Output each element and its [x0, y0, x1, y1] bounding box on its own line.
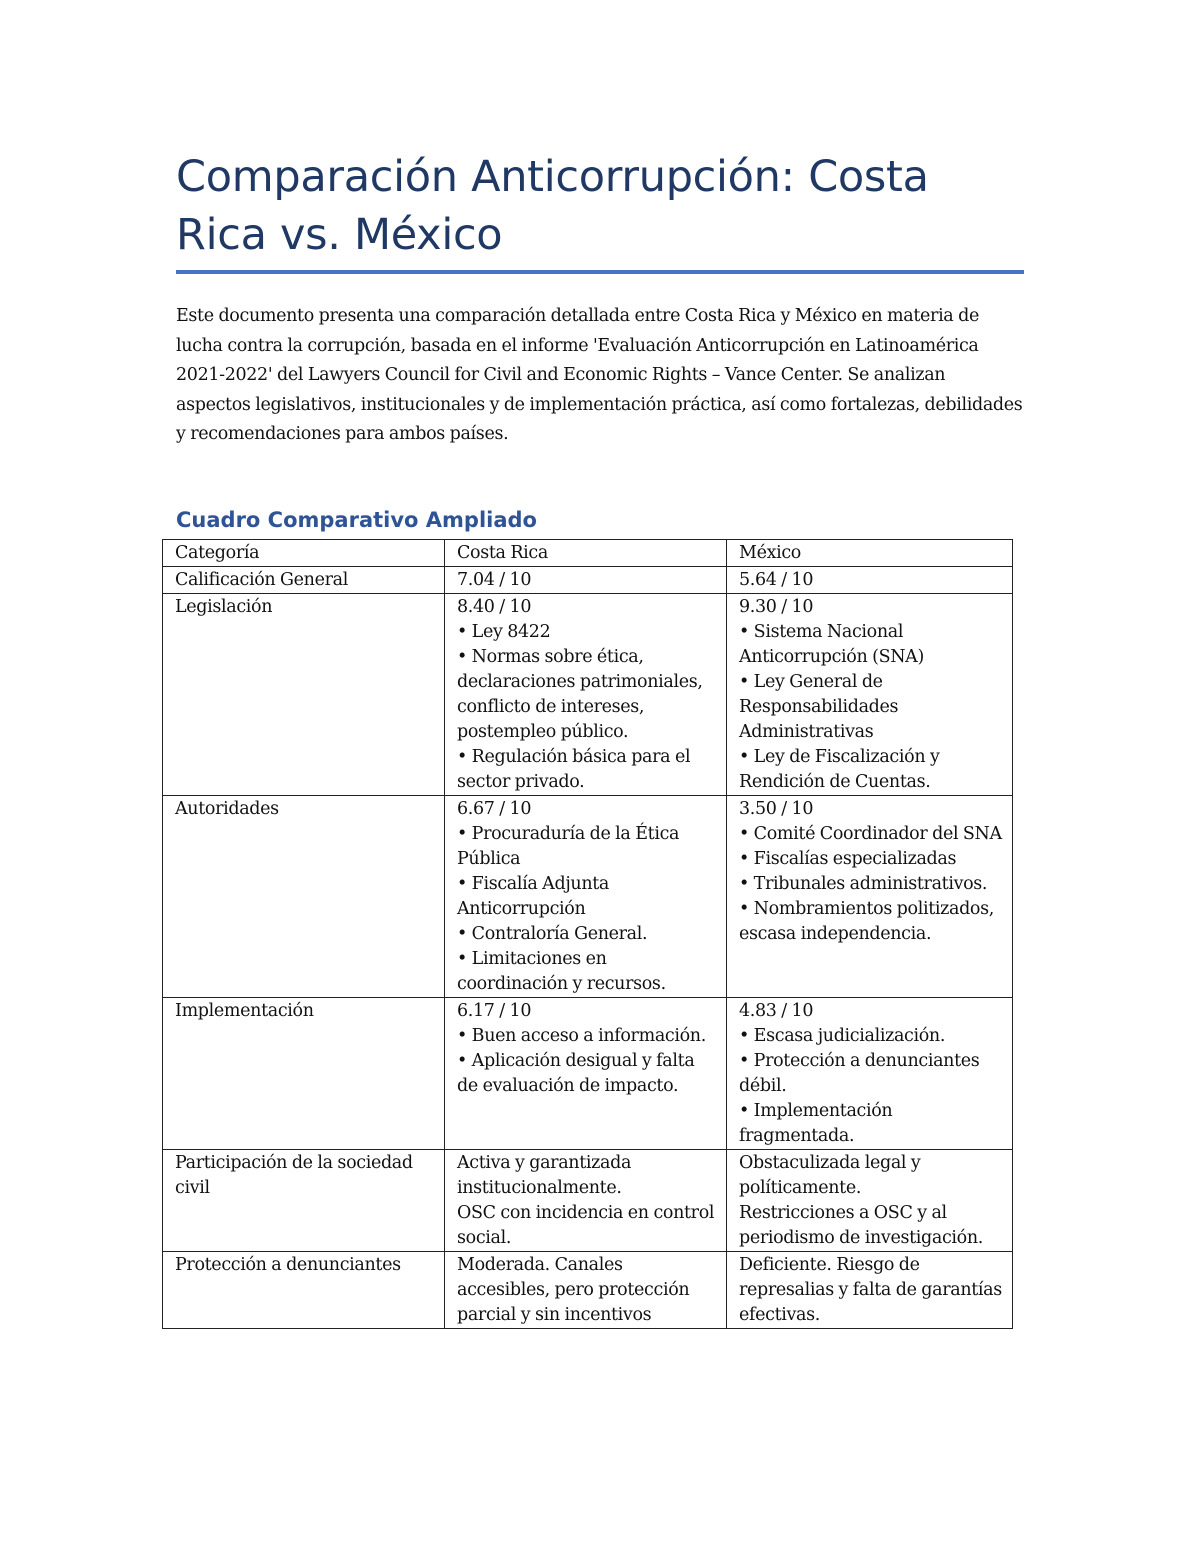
- cell-costa-rica: [445, 795, 727, 997]
- intro-paragraph: Este documento presenta una comparación detallada entre Costa Rica y México en materia de lucha contra la corrupción, basada en el informe 'Evaluación Anticorrupción en Latinoamérica 2021-2022' del Lawyers Council for Civil and Economic Rights – Vance Center. Se analizan aspectos legislativos, institucionales y de implementación práctica, así como fortalezas, debilidades y recomendaciones para ambos países.: [176, 306, 1023, 444]
- cell-line: 6.67 / 10: [457, 798, 532, 819]
- cell-line: • Procuraduría de la Ética Pública: [457, 823, 680, 869]
- table-row: [163, 593, 1013, 795]
- header-costa-rica: Costa Rica: [445, 539, 727, 566]
- title-underline: [176, 270, 1024, 274]
- cell-line: • Escasa judicialización.: [739, 1025, 946, 1046]
- cell-line: • Buen acceso a información.: [457, 1025, 706, 1046]
- cell-line: Obstaculizada legal y políticamente.: [739, 1152, 921, 1198]
- cell-category: Protección a denunciantes: [163, 1251, 445, 1328]
- document-title: Comparación Anticorrupción: Costa Rica vs. México: [176, 152, 929, 260]
- cell-line: • Implementación fragmentada.: [739, 1100, 893, 1146]
- cell-category: Legislación: [163, 593, 445, 795]
- cell-mexico: [727, 1251, 1013, 1328]
- cell-line: 9.30 / 10: [739, 596, 814, 617]
- cell-line: • Regulación básica para el sector privado.: [457, 746, 691, 792]
- cell-line: • Tribunales administrativos.: [739, 873, 988, 894]
- table-row: [163, 1149, 1013, 1251]
- table-row: [163, 795, 1013, 997]
- cell-line: Deficiente. Riesgo de represalias y falta de garantías efectivas.: [739, 1254, 1002, 1325]
- cell-line: 3.50 / 10: [739, 798, 814, 819]
- table-row: [163, 1251, 1013, 1328]
- cell-costa-rica: [445, 1251, 727, 1328]
- section-heading: Cuadro Comparativo Ampliado: [176, 507, 537, 532]
- cell-category: Participación de la sociedad civil: [163, 1149, 445, 1251]
- cell-line: • Ley General de Responsabilidades Administrativas: [739, 671, 899, 742]
- cell-line: • Protección a denunciantes débil.: [739, 1050, 980, 1096]
- cell-line: • Normas sobre ética, declaraciones patrimoniales, conflicto de intereses, postempleo público.: [457, 646, 703, 742]
- cell-line: Restricciones a OSC y al periodismo de investigación.: [739, 1202, 983, 1248]
- comparison-table: [162, 539, 1013, 1329]
- cell-line: • Comité Coordinador del SNA: [739, 823, 1002, 844]
- cell-line: • Sistema Nacional Anticorrupción (SNA): [739, 621, 924, 667]
- cell-costa-rica: [445, 1149, 727, 1251]
- cell-line: • Aplicación desigual y falta de evaluación de impacto.: [457, 1050, 695, 1096]
- cell-mexico: [727, 795, 1013, 997]
- cell-line: • Fiscalías especializadas: [739, 848, 957, 869]
- cell-mexico: [727, 593, 1013, 795]
- cell-line: 5.64 / 10: [739, 569, 814, 590]
- cell-category: Implementación: [163, 997, 445, 1149]
- cell-line: 4.83 / 10: [739, 1000, 814, 1021]
- cell-mexico: [727, 997, 1013, 1149]
- cell-line: • Ley 8422: [457, 621, 551, 642]
- cell-line: Moderada. Canales accesibles, pero protección parcial y sin incentivos: [457, 1254, 690, 1325]
- table-row: [163, 566, 1013, 593]
- cell-line: • Limitaciones en coordinación y recursos.: [457, 948, 666, 994]
- cell-line: Activa y garantizada institucionalmente.: [457, 1152, 632, 1198]
- cell-costa-rica: [445, 997, 727, 1149]
- document-page: [176, 148, 1024, 1329]
- cell-line: 6.17 / 10: [457, 1000, 532, 1021]
- cell-category: Calificación General: [163, 566, 445, 593]
- cell-line: • Nombramientos politizados, escasa independencia.: [739, 898, 994, 944]
- cell-mexico: [727, 1149, 1013, 1251]
- cell-costa-rica: [445, 566, 727, 593]
- cell-mexico: [727, 566, 1013, 593]
- cell-line: • Contraloría General.: [457, 923, 648, 944]
- table-header-row: [163, 539, 1013, 566]
- header-mexico: México: [727, 539, 1013, 566]
- table-row: [163, 997, 1013, 1149]
- cell-line: • Ley de Fiscalización y Rendición de Cuentas.: [739, 746, 940, 792]
- cell-costa-rica: [445, 593, 727, 795]
- header-category: Categoría: [163, 539, 445, 566]
- cell-category: Autoridades: [163, 795, 445, 997]
- cell-line: OSC con incidencia en control social.: [457, 1202, 715, 1248]
- cell-line: 7.04 / 10: [457, 569, 532, 590]
- cell-line: 8.40 / 10: [457, 596, 532, 617]
- cell-line: • Fiscalía Adjunta Anticorrupción: [457, 873, 610, 919]
